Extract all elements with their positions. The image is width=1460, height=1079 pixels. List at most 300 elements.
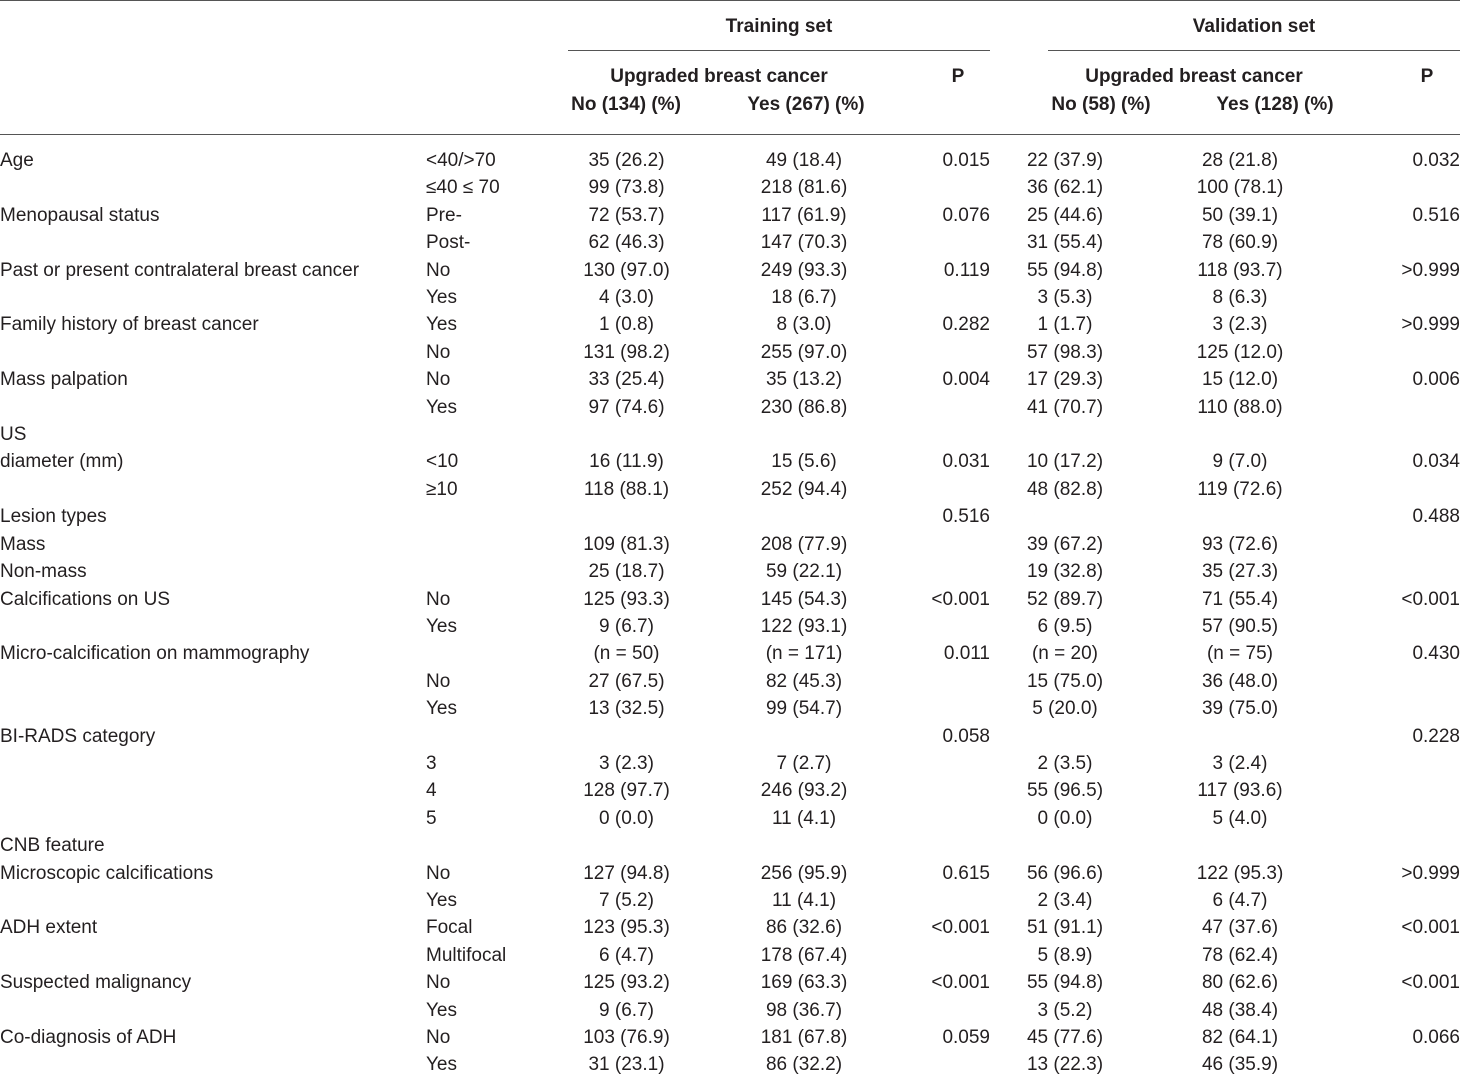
table-row (0, 942, 1460, 969)
validation-no-cell: 41 (70.7) (1026, 396, 1104, 418)
training-p-cell: 0.031 (942, 451, 990, 473)
validation-yes-cell: 57 (90.5) (1201, 615, 1279, 637)
table-row (0, 860, 1460, 887)
training-yes-cell: 49 (18.4) (765, 150, 843, 171)
training-yes-cell (692, 832, 916, 859)
validation-p-cell (1340, 695, 1460, 722)
training-no-cell: 16 (11.9) (589, 451, 664, 473)
training-yes-cell: 218 (81.6) (760, 177, 848, 199)
training-no-cell: 25 (18.7) (588, 561, 665, 583)
training-p-cell (916, 695, 990, 722)
training-p-cell (916, 1051, 990, 1078)
row-sublabel: No (426, 670, 451, 692)
training-p-cell (916, 174, 990, 201)
validation-yes-cell: 8 (6.3) (1212, 287, 1268, 309)
row-label (0, 284, 426, 311)
row-sublabel: 3 (426, 752, 437, 774)
validation-yes-cell: 118 (93.7) (1197, 259, 1283, 281)
row-label: diameter (mm) (0, 451, 124, 473)
validation-yes-cell: 125 (12.0) (1196, 341, 1284, 363)
validation-no-cell: 48 (82.8) (1026, 478, 1104, 500)
validation-yes-cell: 78 (60.9) (1201, 232, 1279, 254)
validation-yes-cell: 48 (38.4) (1201, 999, 1279, 1021)
table-row (0, 339, 1460, 366)
table-row (0, 558, 1460, 585)
training-p-cell: <0.001 (931, 588, 990, 610)
validation-no-cell: 55 (94.8) (1026, 972, 1104, 994)
training-no-cell: 35 (26.2) (588, 150, 665, 171)
table-row (0, 1051, 1460, 1078)
training-yes-cell: 181 (67.8) (760, 1027, 848, 1048)
row-label (0, 777, 426, 804)
training-p-cell: 0.516 (942, 506, 990, 528)
validation-p-cell (1340, 613, 1460, 640)
validation-p-cell (1340, 394, 1460, 421)
training-p-cell (916, 476, 990, 503)
table-row (0, 750, 1460, 777)
training-p-cell (916, 777, 990, 804)
table-row (0, 476, 1460, 503)
validation-no-cell: 1 (1.7) (1037, 314, 1093, 336)
row-sublabel (426, 531, 561, 558)
validation-p-cell: <0.001 (1401, 588, 1460, 610)
table-row (0, 695, 1460, 722)
validation-no-cell: 19 (32.8) (1026, 561, 1104, 583)
row-label (0, 805, 426, 832)
training-no-cell: 103 (76.9) (583, 1027, 670, 1048)
row-sublabel: ≥10 (426, 478, 458, 500)
validation-p-cell (1340, 750, 1460, 777)
validation-no-cell: 51 (91.1) (1026, 917, 1104, 939)
validation-yes-cell: 50 (39.1) (1201, 204, 1279, 226)
training-no-cell (561, 503, 692, 530)
validation-no-cell: 10 (17.2) (1026, 451, 1104, 473)
validation-no-cell: 13 (22.3) (1026, 1054, 1104, 1076)
row-sublabel: Yes (426, 314, 457, 336)
row-sublabel: Post- (426, 232, 471, 254)
row-label (0, 613, 426, 640)
training-no-cell: 97 (74.6) (588, 396, 665, 418)
training-p-cell (916, 805, 990, 832)
validation-no-cell: 2 (3.5) (1037, 752, 1093, 774)
row-label (0, 887, 426, 914)
training-yes-cell: 11 (4.1) (771, 889, 837, 911)
validation-p-cell: 0.066 (1412, 1027, 1460, 1048)
row-label: Micro-calcification on mammography (0, 643, 310, 665)
training-yes-cell: 252 (94.4) (760, 478, 848, 500)
table-row (0, 723, 1460, 750)
table-row (0, 1024, 1460, 1051)
row-label (0, 695, 426, 722)
row-sublabel: Yes (426, 889, 457, 911)
training-no-cell: 27 (67.5) (588, 670, 665, 692)
training-yes-cell: 59 (22.1) (765, 561, 843, 583)
training-p-cell (916, 942, 990, 969)
validation-no-cell: 36 (62.1) (1026, 177, 1104, 199)
validation-set-header: Validation set (1192, 16, 1316, 37)
validation-yes-cell: 100 (78.1) (1196, 177, 1284, 199)
training-no-cell: 128 (97.7) (583, 780, 670, 802)
validation-yes-cell: 110 (88.0) (1197, 396, 1283, 418)
validation-p-cell (1340, 805, 1460, 832)
validation-no-cell: 39 (67.2) (1026, 533, 1104, 555)
row-sublabel: No (426, 341, 451, 363)
validation-no-cell: 52 (89.7) (1026, 588, 1104, 610)
table-row (0, 257, 1460, 284)
validation-p-header: P (1420, 66, 1434, 87)
validation-p-cell (1340, 476, 1460, 503)
training-p-cell: 0.011 (943, 643, 990, 665)
training-no-cell: 13 (32.5) (588, 698, 665, 720)
table-row (0, 229, 1460, 256)
validation-yes-cell: 9 (7.0) (1212, 451, 1268, 473)
row-sublabel: No (426, 259, 451, 281)
validation-p-cell: 0.430 (1412, 643, 1460, 665)
validation-p-cell: 0.006 (1412, 369, 1460, 391)
training-p-cell (916, 832, 990, 859)
row-sublabel: Pre- (426, 204, 462, 226)
validation-no-cell: 6 (9.5) (1037, 615, 1093, 637)
validation-p-cell (1340, 174, 1460, 201)
validation-no-cell: 31 (55.4) (1026, 232, 1104, 254)
training-p-cell: <0.001 (931, 972, 990, 994)
row-sublabel: No (426, 369, 451, 391)
training-p-cell (916, 887, 990, 914)
training-yes-cell: 11 (4.1) (771, 807, 837, 829)
validation-yes-cell: (n = 75) (1206, 643, 1273, 665)
row-label: ADH extent (0, 917, 98, 939)
table-row (0, 531, 1460, 558)
validation-p-cell (1340, 942, 1460, 969)
training-no-cell: 125 (93.2) (583, 972, 670, 994)
row-label (0, 997, 426, 1024)
training-p-cell (916, 339, 990, 366)
training-p-cell: 0.059 (942, 1027, 990, 1048)
training-yes-cell: 86 (32.6) (765, 917, 843, 939)
validation-no-cell: 3 (5.3) (1037, 287, 1093, 309)
validation-no-header: No (58) (%) (1051, 94, 1151, 115)
training-no-cell: 109 (81.3) (583, 533, 670, 555)
row-sublabel: Multifocal (426, 944, 507, 966)
table-row (0, 421, 1460, 448)
row-label: Past or present contralateral breast cancer (0, 259, 360, 281)
training-no-cell: 31 (23.1) (588, 1054, 665, 1076)
training-yes-cell: 169 (63.3) (760, 972, 848, 994)
validation-p-cell: 0.032 (1412, 150, 1460, 171)
training-p-cell: 0.615 (942, 862, 990, 884)
training-yes-cell: 230 (86.8) (760, 396, 848, 418)
training-no-cell: 3 (2.3) (599, 752, 654, 774)
training-p-cell: 0.119 (943, 259, 990, 281)
validation-p-cell (1340, 832, 1460, 859)
validation-p-cell (1340, 229, 1460, 256)
training-p-cell: <0.001 (931, 917, 990, 939)
table-row (0, 394, 1460, 421)
validation-p-cell (1340, 777, 1460, 804)
validation-no-cell (990, 421, 1140, 448)
validation-p-cell: <0.001 (1401, 972, 1460, 994)
validation-no-cell: 2 (3.4) (1037, 889, 1093, 911)
top-rule (0, 0, 1460, 1)
row-label (0, 394, 426, 421)
training-yes-cell: 15 (5.6) (771, 451, 837, 473)
training-no-cell: 130 (97.0) (583, 259, 670, 281)
training-set-rule (568, 50, 990, 51)
training-no-cell: 62 (46.3) (588, 232, 665, 254)
validation-p-cell (1340, 531, 1460, 558)
row-label: BI-RADS category (0, 725, 156, 747)
validation-yes-cell (1140, 723, 1340, 750)
validation-no-cell: 56 (96.6) (1026, 862, 1104, 884)
training-yes-cell: (n = 171) (765, 643, 843, 665)
row-label: Non-mass (0, 561, 87, 583)
row-label (0, 750, 426, 777)
row-label: Family history of breast cancer (0, 314, 259, 336)
training-p-cell (916, 668, 990, 695)
training-yes-cell: 255 (97.0) (760, 341, 848, 363)
row-sublabel: No (426, 588, 451, 610)
row-sublabel: 4 (426, 780, 437, 802)
training-yes-cell: 249 (93.3) (760, 259, 848, 281)
training-yes-cell: 256 (95.9) (760, 862, 848, 884)
training-yes-cell: 99 (54.7) (765, 698, 843, 720)
validation-no-cell (990, 503, 1140, 530)
validation-yes-cell: 5 (4.0) (1212, 807, 1268, 829)
row-sublabel (426, 832, 561, 859)
validation-p-cell: 0.228 (1412, 725, 1460, 747)
training-no-cell: 127 (94.8) (583, 862, 670, 884)
row-sublabel (426, 723, 561, 750)
validation-no-cell: 17 (29.3) (1026, 369, 1104, 391)
training-upgraded-header: Upgraded breast cancer (610, 66, 828, 87)
row-sublabel: Yes (426, 615, 457, 637)
row-label: US (0, 424, 27, 446)
validation-yes-cell: 119 (72.6) (1197, 478, 1283, 500)
validation-no-cell: 5 (8.9) (1037, 944, 1093, 966)
training-yes-cell: 178 (67.4) (760, 944, 848, 966)
validation-yes-header: Yes (128) (%) (1216, 94, 1334, 115)
training-yes-cell: 122 (93.1) (760, 615, 848, 637)
validation-no-cell: 25 (44.6) (1026, 204, 1104, 226)
row-label (0, 668, 426, 695)
training-no-cell: 6 (4.7) (599, 944, 654, 966)
validation-yes-cell: 28 (21.8) (1201, 150, 1279, 171)
validation-yes-cell: 6 (4.7) (1212, 889, 1268, 911)
row-label (0, 229, 426, 256)
row-sublabel: Yes (426, 698, 457, 720)
row-label (0, 1051, 426, 1078)
training-p-cell (916, 229, 990, 256)
validation-yes-cell: 36 (48.0) (1201, 670, 1279, 692)
training-p-cell (916, 394, 990, 421)
training-yes-cell: 246 (93.2) (760, 780, 848, 802)
validation-yes-cell: 3 (2.3) (1212, 314, 1268, 336)
validation-no-cell: 57 (98.3) (1026, 341, 1104, 363)
table-row (0, 613, 1460, 640)
training-no-cell: 7 (5.2) (599, 889, 654, 911)
header-bottom-rule (0, 134, 1460, 135)
validation-no-cell: 15 (75.0) (1026, 670, 1104, 692)
table-row (0, 668, 1460, 695)
row-sublabel: ≤40 ≤ 70 (426, 177, 500, 199)
row-sublabel: No (426, 972, 451, 994)
training-yes-cell (692, 503, 916, 530)
validation-yes-cell: 80 (62.6) (1201, 972, 1279, 994)
row-label: Mass (0, 533, 46, 555)
training-p-cell (916, 421, 990, 448)
table-row (0, 640, 1460, 667)
training-p-cell: 0.015 (942, 150, 990, 171)
validation-no-cell: 45 (77.6) (1026, 1027, 1104, 1048)
row-sublabel (426, 640, 561, 667)
training-yes-cell: 208 (77.9) (760, 533, 848, 555)
training-p-cell (916, 997, 990, 1024)
validation-yes-cell (1140, 421, 1340, 448)
training-p-cell (916, 284, 990, 311)
training-no-cell: 118 (88.1) (583, 478, 670, 500)
row-label: Lesion types (0, 506, 107, 528)
validation-yes-cell: 78 (62.4) (1201, 944, 1279, 966)
validation-p-cell (1340, 284, 1460, 311)
row-label: Calcifications on US (0, 588, 171, 610)
table-row (0, 202, 1460, 229)
row-sublabel: <40/>70 (426, 150, 496, 171)
training-yes-cell (692, 723, 916, 750)
row-label: Co-diagnosis of ADH (0, 1027, 177, 1048)
validation-no-cell (990, 723, 1140, 750)
row-label (0, 339, 426, 366)
row-sublabel: 5 (426, 807, 437, 829)
table-row (0, 503, 1460, 530)
validation-upgraded-header: Upgraded breast cancer (1085, 66, 1303, 87)
training-no-cell: 99 (73.8) (588, 177, 665, 199)
validation-yes-cell: 93 (72.6) (1201, 533, 1279, 555)
validation-yes-cell: 35 (27.3) (1201, 561, 1279, 583)
training-p-header: P (951, 66, 965, 87)
training-no-cell: 9 (6.7) (599, 999, 654, 1021)
validation-yes-cell: 47 (37.6) (1201, 917, 1279, 939)
validation-no-cell: 55 (94.8) (1026, 259, 1104, 281)
row-sublabel: No (426, 1027, 451, 1048)
row-label (0, 942, 426, 969)
row-label: Microscopic calcifications (0, 862, 214, 884)
training-yes-header: Yes (267) (%) (747, 94, 865, 115)
row-label: Menopausal status (0, 204, 160, 226)
row-sublabel (426, 558, 561, 585)
table-row (0, 586, 1460, 613)
validation-p-cell (1340, 558, 1460, 585)
validation-p-cell (1340, 339, 1460, 366)
training-no-cell (561, 723, 692, 750)
table-row (0, 284, 1460, 311)
row-label (0, 174, 426, 201)
row-sublabel: Yes (426, 999, 457, 1021)
training-yes-cell: 147 (70.3) (760, 232, 848, 254)
validation-p-cell (1340, 421, 1460, 448)
training-set-header: Training set (725, 16, 833, 37)
validation-no-cell: 0 (0.0) (1037, 807, 1093, 829)
row-sublabel (426, 421, 561, 448)
row-sublabel: Focal (426, 917, 473, 939)
validation-yes-cell: 46 (35.9) (1201, 1054, 1279, 1076)
validation-p-cell (1340, 1051, 1460, 1078)
training-no-cell: 4 (3.0) (599, 287, 654, 309)
training-no-cell (561, 421, 692, 448)
training-p-cell (916, 558, 990, 585)
validation-p-cell (1340, 668, 1460, 695)
validation-yes-cell: 122 (95.3) (1196, 862, 1284, 884)
training-no-cell: 123 (95.3) (583, 917, 670, 939)
validation-yes-cell: 3 (2.4) (1212, 752, 1268, 774)
table-row (0, 805, 1460, 832)
validation-yes-cell: 39 (75.0) (1201, 698, 1279, 720)
row-sublabel: Yes (426, 287, 457, 309)
table-row (0, 832, 1460, 859)
validation-yes-cell: 82 (64.1) (1201, 1027, 1279, 1048)
table-row (0, 969, 1460, 996)
row-sublabel: <10 (426, 451, 459, 473)
training-p-cell: 0.058 (942, 725, 990, 747)
training-p-cell (916, 750, 990, 777)
row-sublabel: Yes (426, 396, 457, 418)
training-no-cell: (n = 50) (593, 643, 660, 665)
training-no-cell: 72 (53.7) (588, 204, 665, 226)
row-sublabel (426, 503, 561, 530)
training-p-cell (916, 613, 990, 640)
training-no-cell: 9 (6.7) (599, 615, 654, 637)
table-row (0, 311, 1460, 338)
table-row (0, 366, 1460, 393)
validation-p-cell: >0.999 (1401, 862, 1460, 884)
training-yes-cell: 7 (2.7) (776, 752, 832, 774)
validation-set-rule (1048, 50, 1460, 51)
validation-no-cell: 3 (5.2) (1037, 999, 1093, 1021)
training-no-cell (561, 832, 692, 859)
training-yes-cell: 145 (54.3) (760, 588, 848, 610)
training-yes-cell: 117 (61.9) (761, 204, 847, 226)
row-label: CNB feature (0, 835, 105, 857)
table-row (0, 887, 1460, 914)
validation-no-cell: 55 (96.5) (1026, 780, 1104, 802)
table-row (0, 914, 1460, 941)
training-yes-cell: 86 (32.2) (765, 1054, 843, 1076)
training-yes-cell: 82 (45.3) (765, 670, 843, 692)
data-table (0, 147, 1460, 1079)
training-no-cell: 0 (0.0) (599, 807, 654, 829)
validation-yes-cell: 117 (93.6) (1197, 780, 1283, 802)
training-p-cell: 0.076 (942, 204, 990, 226)
table-row (0, 448, 1460, 475)
row-label: Age (0, 150, 34, 171)
validation-no-cell: 5 (20.0) (1032, 698, 1098, 720)
validation-no-cell: (n = 20) (1031, 643, 1098, 665)
training-yes-cell (692, 421, 916, 448)
training-no-cell: 125 (93.3) (583, 588, 670, 610)
table-row (0, 147, 1460, 174)
table-row (0, 777, 1460, 804)
training-p-cell: 0.282 (942, 314, 990, 336)
training-p-cell: 0.004 (942, 369, 990, 391)
training-yes-cell: 98 (36.7) (765, 999, 843, 1021)
training-no-header: No (134) (%) (571, 94, 681, 115)
training-yes-cell: 18 (6.7) (771, 287, 837, 309)
validation-yes-cell (1140, 503, 1340, 530)
validation-no-cell: 22 (37.9) (1026, 150, 1104, 171)
row-label (0, 476, 426, 503)
validation-no-cell (990, 832, 1140, 859)
validation-p-cell: 0.516 (1412, 204, 1460, 226)
row-sublabel: No (426, 862, 451, 884)
